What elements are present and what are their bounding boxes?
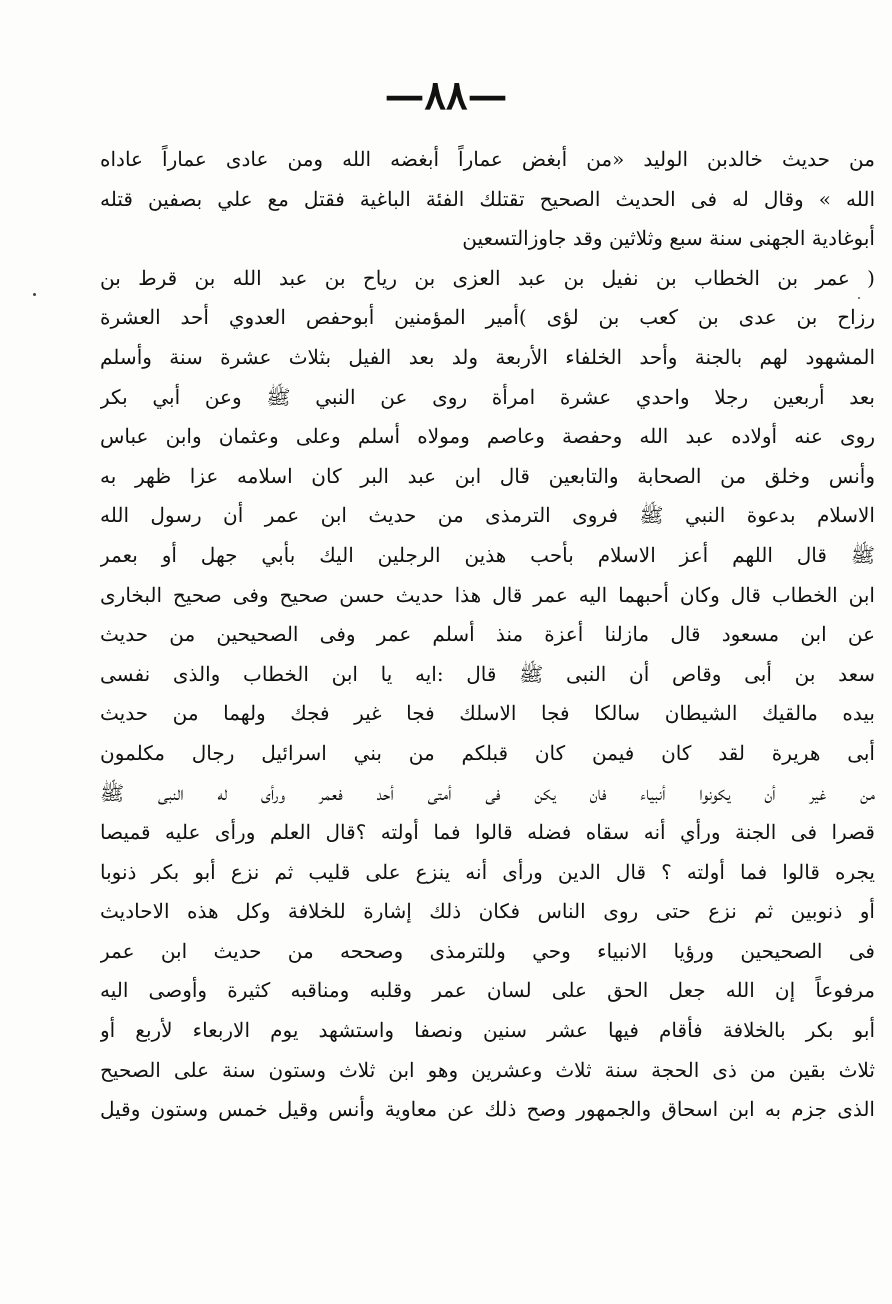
text-line: الذى جزم به ابن اسحاق والجمهور وصح ذلك عن معاوية وأنس وقيل خمس وستون وقيل (100, 1097, 875, 1122)
text-line: الاسلام بدعوة النبي ﷺ فروى الترمذى من حديث ابن عمر أن رسول الله (100, 503, 875, 528)
text-line: بيده مالقيك الشيطان سالكا فجا الاسلك فجا غير فجك ولهما من حديث (100, 701, 875, 726)
text-line: فى الصحيحين ورؤيا الانبياء وحي وللترمذى وصححه من حديث ابن عمر (100, 938, 875, 963)
text-line: أبوغادية الجهنى سنة سبع وثلاثين وقد جاوزالتسعين (462, 226, 875, 251)
body-text (100, 140, 875, 1130)
text-line: عن ابن مسعود قال مازلنا أعزة منذ أسلم عمر وفى الصحيحين من حديث (100, 622, 875, 647)
text-line: ﷺ قال اللهم أعز الاسلام بأحب هذين الرجلين اليك بأبي جهل أو بعمر (100, 542, 875, 567)
text-line: رزاح بن عدى بن كعب بن لؤى )أمير المؤمنين أبوحفص العدوي أحد العشرة (100, 305, 875, 330)
text-line: يجره قالوا فما أولته ؟ قال الدين ورأى أنه ينزع على قليب ثم نزع أبو بكر ذنوبا (100, 859, 875, 884)
text-line: أبى هريرة لقد كان فيمن كان قبلكم من بني اسرائيل رجال مكلمون (100, 740, 875, 765)
text-line: الله » وقال له فى الحديث الصحيح تقتلك الفئة الباغية فقتل مع علي بصفين قتله (100, 186, 875, 211)
text-line: أو ذنوبين ثم نزع حتى روى الناس فكان ذلك إشارة للخلافة وكل هذه الاحاديث (100, 899, 875, 924)
text-line: روى عنه أولاده عبد الله وحفصة وعاصم ومولاه أسلم وعلى وعثمان وابن عباس (100, 424, 875, 449)
text-line: أبو بكر بالخلافة فأقام فيها عشر سنين ونصفا واستشهد يوم الاربعاء لأربع أو (100, 1018, 875, 1043)
text-line: مرفوعاً إن الله جعل الحق على لسان عمر وقلبه ومناقبه كثيرة وأوصى اليه (100, 978, 875, 1003)
text-line: من حديث خالدبن الوليد «من أبغض عماراً أبغضه الله ومن عادى عماراً عاداه (100, 147, 875, 171)
text-line: ( عمر بن الخطاب بن نفيل بن عبد العزى بن رياح بن عبد الله بن قرط بن (100, 265, 875, 290)
text-line: المشهود لهم بالجنة وأحد الخلفاء الأربعة ولد بعد الفيل بثلاث عشرة سنة وأسلم (100, 344, 875, 369)
text-line: قصرا فى الجنة ورأي أنه سقاه فضله قالوا فما أولته ؟قال العلم ورأى عليه قميصا (100, 820, 875, 845)
text-line: وأنس وخلق من الصحابة والتابعين قال ابن عبد البر كان اسلامه عزا ظهر به (100, 463, 875, 488)
page-number: —٨٨— (384, 72, 508, 119)
text-line: سعد بن أبى وقاص أن النبى ﷺ قال :ايه يا ابن الخطاب والذى نفسى (100, 661, 875, 686)
text-line: بعد أربعين رجلا واحدي عشرة امرأة روى عن النبي ﷺ وعن أبي بكر (100, 384, 875, 409)
text-line: من غير أن يكونوا أنبياء فان يكن فى أمتى أحد فعمر ورأى له النبى ﷺ (100, 780, 875, 805)
text-line: ابن الخطاب قال وكان أحبهما اليه عمر قال هذا حديث حسن صحيح وفى صحيح البخارى (100, 582, 875, 607)
text-line: ثلاث بقين من ذى الحجة سنة ثلاث وعشرين وهو ابن ثلاث وستون سنة على الصحيح (100, 1057, 875, 1082)
